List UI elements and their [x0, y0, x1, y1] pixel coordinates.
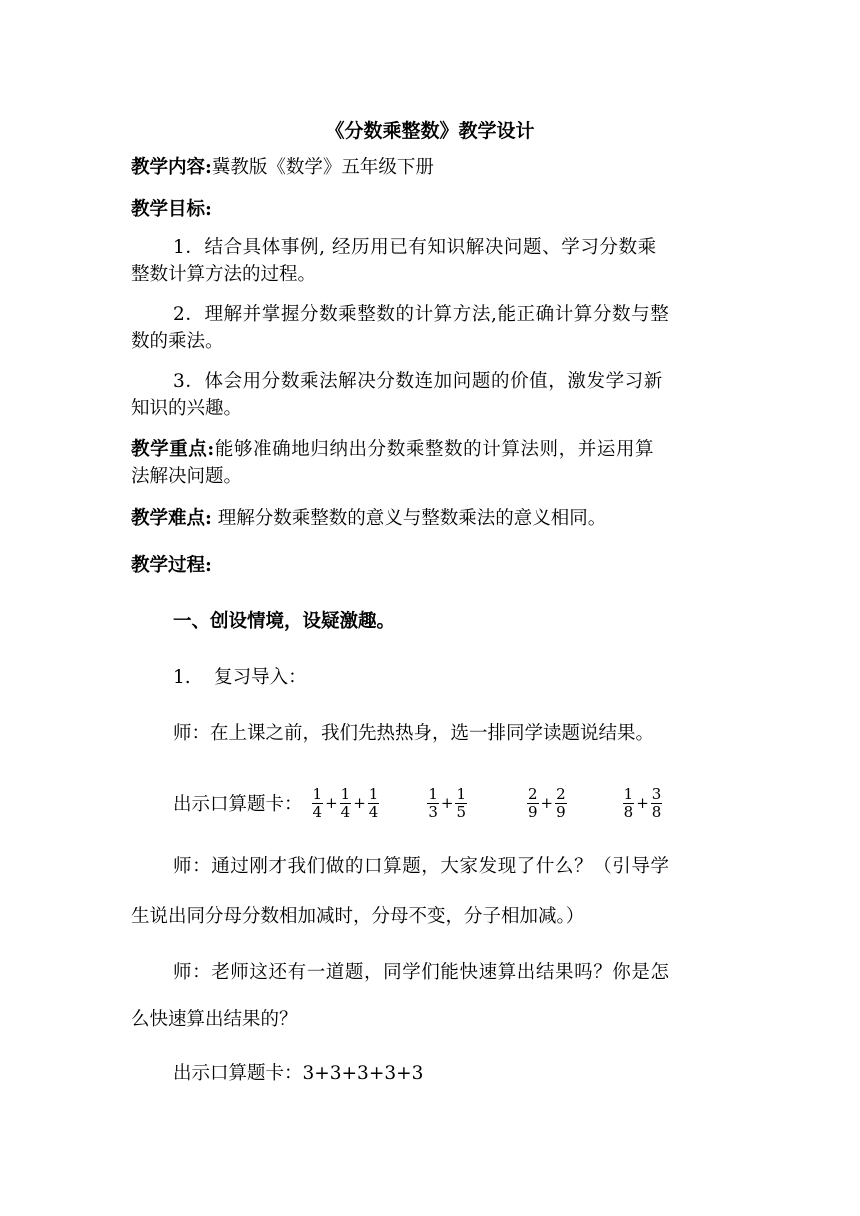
- expression-2: [426, 786, 468, 821]
- teaching-content-value: 冀教版《数学》五年级下册: [211, 157, 434, 178]
- plus-sign: +: [440, 794, 454, 812]
- step-1-heading: 1. 复习导入：: [173, 667, 307, 688]
- mental-math-card-integers: 出示口算题卡：3+3+3+3+3: [173, 1063, 424, 1084]
- section-1-heading: 一、创设情境，设疑激趣。: [173, 611, 396, 632]
- goal-1-line-2: 整数计算方法的过程。: [131, 264, 317, 285]
- plus-sign: +: [540, 794, 554, 812]
- document-title: 《分数乘整数》教学设计: [325, 120, 535, 142]
- fraction: $\frac{1}{3}$: [428, 784, 438, 821]
- difficulty-label: 教学难点:: [131, 508, 212, 529]
- fraction: $\frac{1}{5}$: [456, 784, 466, 821]
- process-label: 教学过程:: [131, 555, 212, 576]
- paragraph-question-line-1: 师：老师这还有一道题，同学们能快速算出结果吗？你是怎: [173, 962, 670, 983]
- fraction: $\frac{3}{8}$: [651, 784, 662, 821]
- difficulty-line: [131, 507, 731, 531]
- fraction: $\frac{1}{8}$: [623, 784, 634, 821]
- teaching-content-line: [131, 156, 731, 180]
- fraction: $\frac{2}{9}$: [556, 784, 566, 821]
- expression-4: [622, 786, 664, 821]
- goal-2-line-1: 2．理解并掌握分数乘整数的计算方法,能正确计算分数与整: [173, 304, 670, 325]
- difficulty-text: 理解分数乘整数的意义与整数乘法的意义相同。: [217, 508, 607, 529]
- goal-1-line-1: 1．结合具体事例, 经历用已有知识解决问题、学习分数乘: [173, 237, 657, 258]
- goal-3-line-2: 知识的兴趣。: [131, 398, 243, 419]
- teaching-content-label: 教学内容:: [131, 157, 212, 178]
- fraction: $\frac{1}{4}$: [368, 784, 379, 821]
- expression-3: [526, 786, 568, 821]
- goal-2-line-2: 数的乘法。: [131, 331, 224, 352]
- card-label: 出示口算题卡：: [173, 794, 303, 815]
- goal-3-line-1: 3．体会用分数乘法解决分数连加问题的价值，激发学习新: [173, 371, 663, 392]
- expression-1: [311, 786, 381, 821]
- fraction: $\frac{2}{9}$: [527, 784, 538, 821]
- paragraph-discovery-line-2: 生说出同分母分数相加减时，分母不变，分子相加减。）: [131, 906, 585, 927]
- paragraph-discovery-line-1: 师：通过刚才我们做的口算题，大家发现了什么？（引导学: [173, 856, 670, 877]
- fraction: $\frac{1}{4}$: [312, 784, 323, 821]
- plus-sign: +: [353, 794, 366, 812]
- key-point-line-2: 法解决问题。: [131, 466, 243, 487]
- mental-math-card-fractions: [173, 778, 663, 828]
- teaching-goals-label: 教学目标:: [131, 199, 212, 220]
- paragraph-question-line-2: 么快速算出结果的？: [131, 1009, 298, 1030]
- key-point-label: 教学重点:: [131, 439, 215, 460]
- fraction: $\frac{1}{4}$: [340, 784, 351, 821]
- plus-sign: +: [636, 794, 649, 812]
- paragraph-warmup: 师：在上课之前，我们先热热身，选一排同学读题说结果。: [173, 723, 655, 744]
- key-point-line-1: [131, 438, 731, 462]
- key-point-text: 能够准确地归纳出分数乘整数的计算法则，并运用算: [214, 439, 655, 460]
- plus-sign: +: [325, 794, 338, 812]
